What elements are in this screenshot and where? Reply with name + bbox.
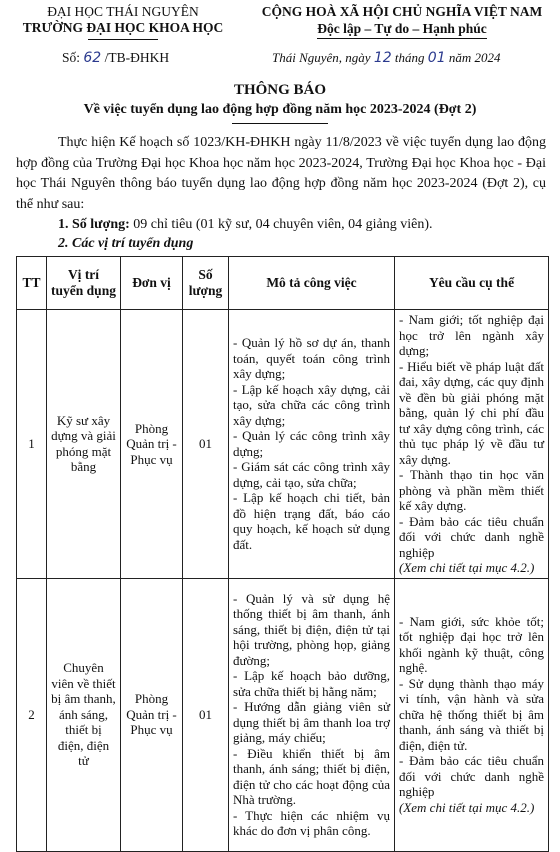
requirement-item: - Sử dụng thành thạo máy vi tính, vận hành và sửa chữa hệ thống thiết bị âm thanh, ánh sáng và thiết bị điện, điện tử. — [399, 675, 544, 753]
place-date — [272, 50, 501, 66]
intro-paragraph: Thực hiện Kế hoạch số 1023/KH-ĐHKH ngày 11/8/2023 về việc tuyển dụng lao động hợp đồng của Trường Đại học Khoa học năm học 2023-2024, Trường Đại học Khoa học - Đại học Thái Nguyên thông báo tuyển dụng lao động hợp đồng năm học 2023-2024 (Đợt 2), cụ thể như sau: — [16, 135, 546, 212]
description-item: - Giám sát các công trình xây dựng, cải tạo, sửa chữa; — [233, 459, 390, 490]
row-position: Kỹ sư xây dựng và giải phóng mặt bằng — [47, 310, 121, 579]
row-unit: Phòng Quản trị - Phục vụ — [121, 578, 183, 851]
requirement-item: - Nam giới, sức khỏe tốt; tốt nghiệp đại học trở lên khối ngành kỹ thuật, công nghệ. — [399, 613, 544, 676]
row-requirements — [395, 578, 549, 851]
doc-number-handwritten: 62 — [83, 50, 102, 66]
row-unit: Phòng Quản trị - Phục vụ — [121, 310, 183, 579]
row-tt: 2 — [17, 578, 47, 851]
place-date-text-2: tháng — [394, 50, 425, 65]
requirement-item: - Nam giới; tốt nghiệp đại học trở lên ngành xây dựng; — [399, 312, 544, 358]
row-quantity: 01 — [183, 310, 229, 579]
requirement-item: - Thành thạo tin học văn phòng và phần mềm thiết kế xây dựng. — [399, 467, 544, 513]
row-position: Chuyên viên về thiết bị âm thanh, ánh sáng, thiết bị điện, điện tử — [47, 578, 121, 851]
header-description: Mô tả công việc — [229, 257, 395, 310]
doc-number-suffix: /TB-ĐHKH — [104, 50, 170, 65]
issuer-underline — [88, 39, 158, 40]
section-quantity-label: 1. Số lượng: — [58, 217, 130, 232]
national-header — [252, 4, 552, 39]
header-unit: Đơn vị — [121, 257, 183, 310]
header-quantity: Số lượng — [183, 257, 229, 310]
doc-number-prefix: Số: — [62, 50, 81, 65]
requirement-item: - Đảm bảo các tiêu chuẩn đối với chức danh nghề nghiệp — [399, 513, 544, 560]
section-quantity-text: 09 chỉ tiêu (01 kỹ sư, 04 chuyên viên, 04 giảng viên). — [129, 217, 433, 232]
positions-table — [16, 256, 549, 852]
row-description — [229, 310, 395, 579]
date-month: 01 — [427, 50, 446, 66]
place-date-text-1: Thái Nguyên, ngày — [272, 50, 371, 65]
table-row — [17, 578, 549, 851]
row-requirements — [395, 310, 549, 579]
document-subtitle: Về việc tuyển dụng lao động hợp đồng năm học 2023-2024 (Đợt 2) — [83, 102, 477, 117]
requirement-item: - Đảm bảo các tiêu chuẩn đối với chức danh nghề nghiệp — [399, 753, 544, 800]
document-title: THÔNG BÁO — [233, 82, 327, 98]
subtitle-underline — [232, 123, 328, 124]
issuer-name: TRƯỜNG ĐẠI HỌC KHOA HỌC — [22, 20, 224, 35]
row-description — [229, 578, 395, 851]
section-quantity — [58, 217, 432, 233]
description-item: - Lập kế hoạch xây dựng, cải tạo, sửa chữa các công trình xây dựng; — [233, 381, 390, 428]
header-requirements: Yêu cầu cụ thể — [395, 257, 549, 310]
section-positions-heading: 2. Các vị trí tuyển dụng — [58, 236, 194, 251]
header-position: Vị trí tuyển dụng — [47, 257, 121, 310]
date-day: 12 — [373, 50, 392, 66]
table-header-row — [17, 257, 549, 310]
national-motto: Độc lập – Tự do – Hạnh phúc — [317, 21, 487, 39]
description-item: - Quản lý hồ sơ dự án, thanh toán, quyết toán công trình xây dựng; — [233, 335, 390, 382]
requirement-item: - Hiểu biết về pháp luật đất đai, xây dựng, các quy định về đền bù giải phóng mặt bằng, quản lý chi phí đầu tư xây dựng công trình, các thủ tục pháp lý về đầu tư xây dựng. — [399, 358, 544, 467]
place-date-text-3: năm 2024 — [448, 50, 501, 65]
description-item: - Lập kế hoạch chi tiết, bản đồ hiện trạng đất, báo cáo quy hoạch, kế hoạch sử dụng đất. — [233, 490, 390, 552]
description-item: - Lập kế hoạch bảo dưỡng, sửa chữa thiết bị hằng năm; — [233, 668, 390, 699]
description-item: - Hướng dẫn giảng viên sử dụng thiết bị âm thanh loa trợ giảng, máy chiếu; — [233, 699, 390, 745]
national-title: CỘNG HOÀ XÃ HỘI CHỦ NGHĨA VIỆT NAM — [261, 4, 543, 19]
issuer-parent: ĐẠI HỌC THÁI NGUYÊN — [47, 4, 199, 19]
table-row — [17, 310, 549, 579]
row-tt: 1 — [17, 310, 47, 579]
header-tt: TT — [17, 257, 47, 310]
row-quantity: 01 — [183, 578, 229, 851]
description-item: - Thực hiện các nhiệm vụ khác do đơn vị phân công. — [233, 807, 390, 838]
description-item: - Quản lý và sử dụng hệ thống thiết bị âm thanh, ánh sáng, thiết bị điện, điện tử tại hội trường, phòng họp, giảng đường; — [233, 590, 390, 668]
issuer-block — [8, 4, 238, 40]
requirement-note: (Xem chi tiết tại mục 4.2.) — [399, 560, 535, 575]
document-number — [62, 50, 169, 66]
requirement-note: (Xem chi tiết tại mục 4.2.) — [399, 799, 535, 815]
description-item: - Quản lý các công trình xây dựng; — [233, 428, 390, 459]
description-item: - Điều khiển thiết bị âm thanh, ánh sáng; thiết bị điện, điện tử cho các hoạt động của Nhà trường. — [233, 745, 390, 807]
